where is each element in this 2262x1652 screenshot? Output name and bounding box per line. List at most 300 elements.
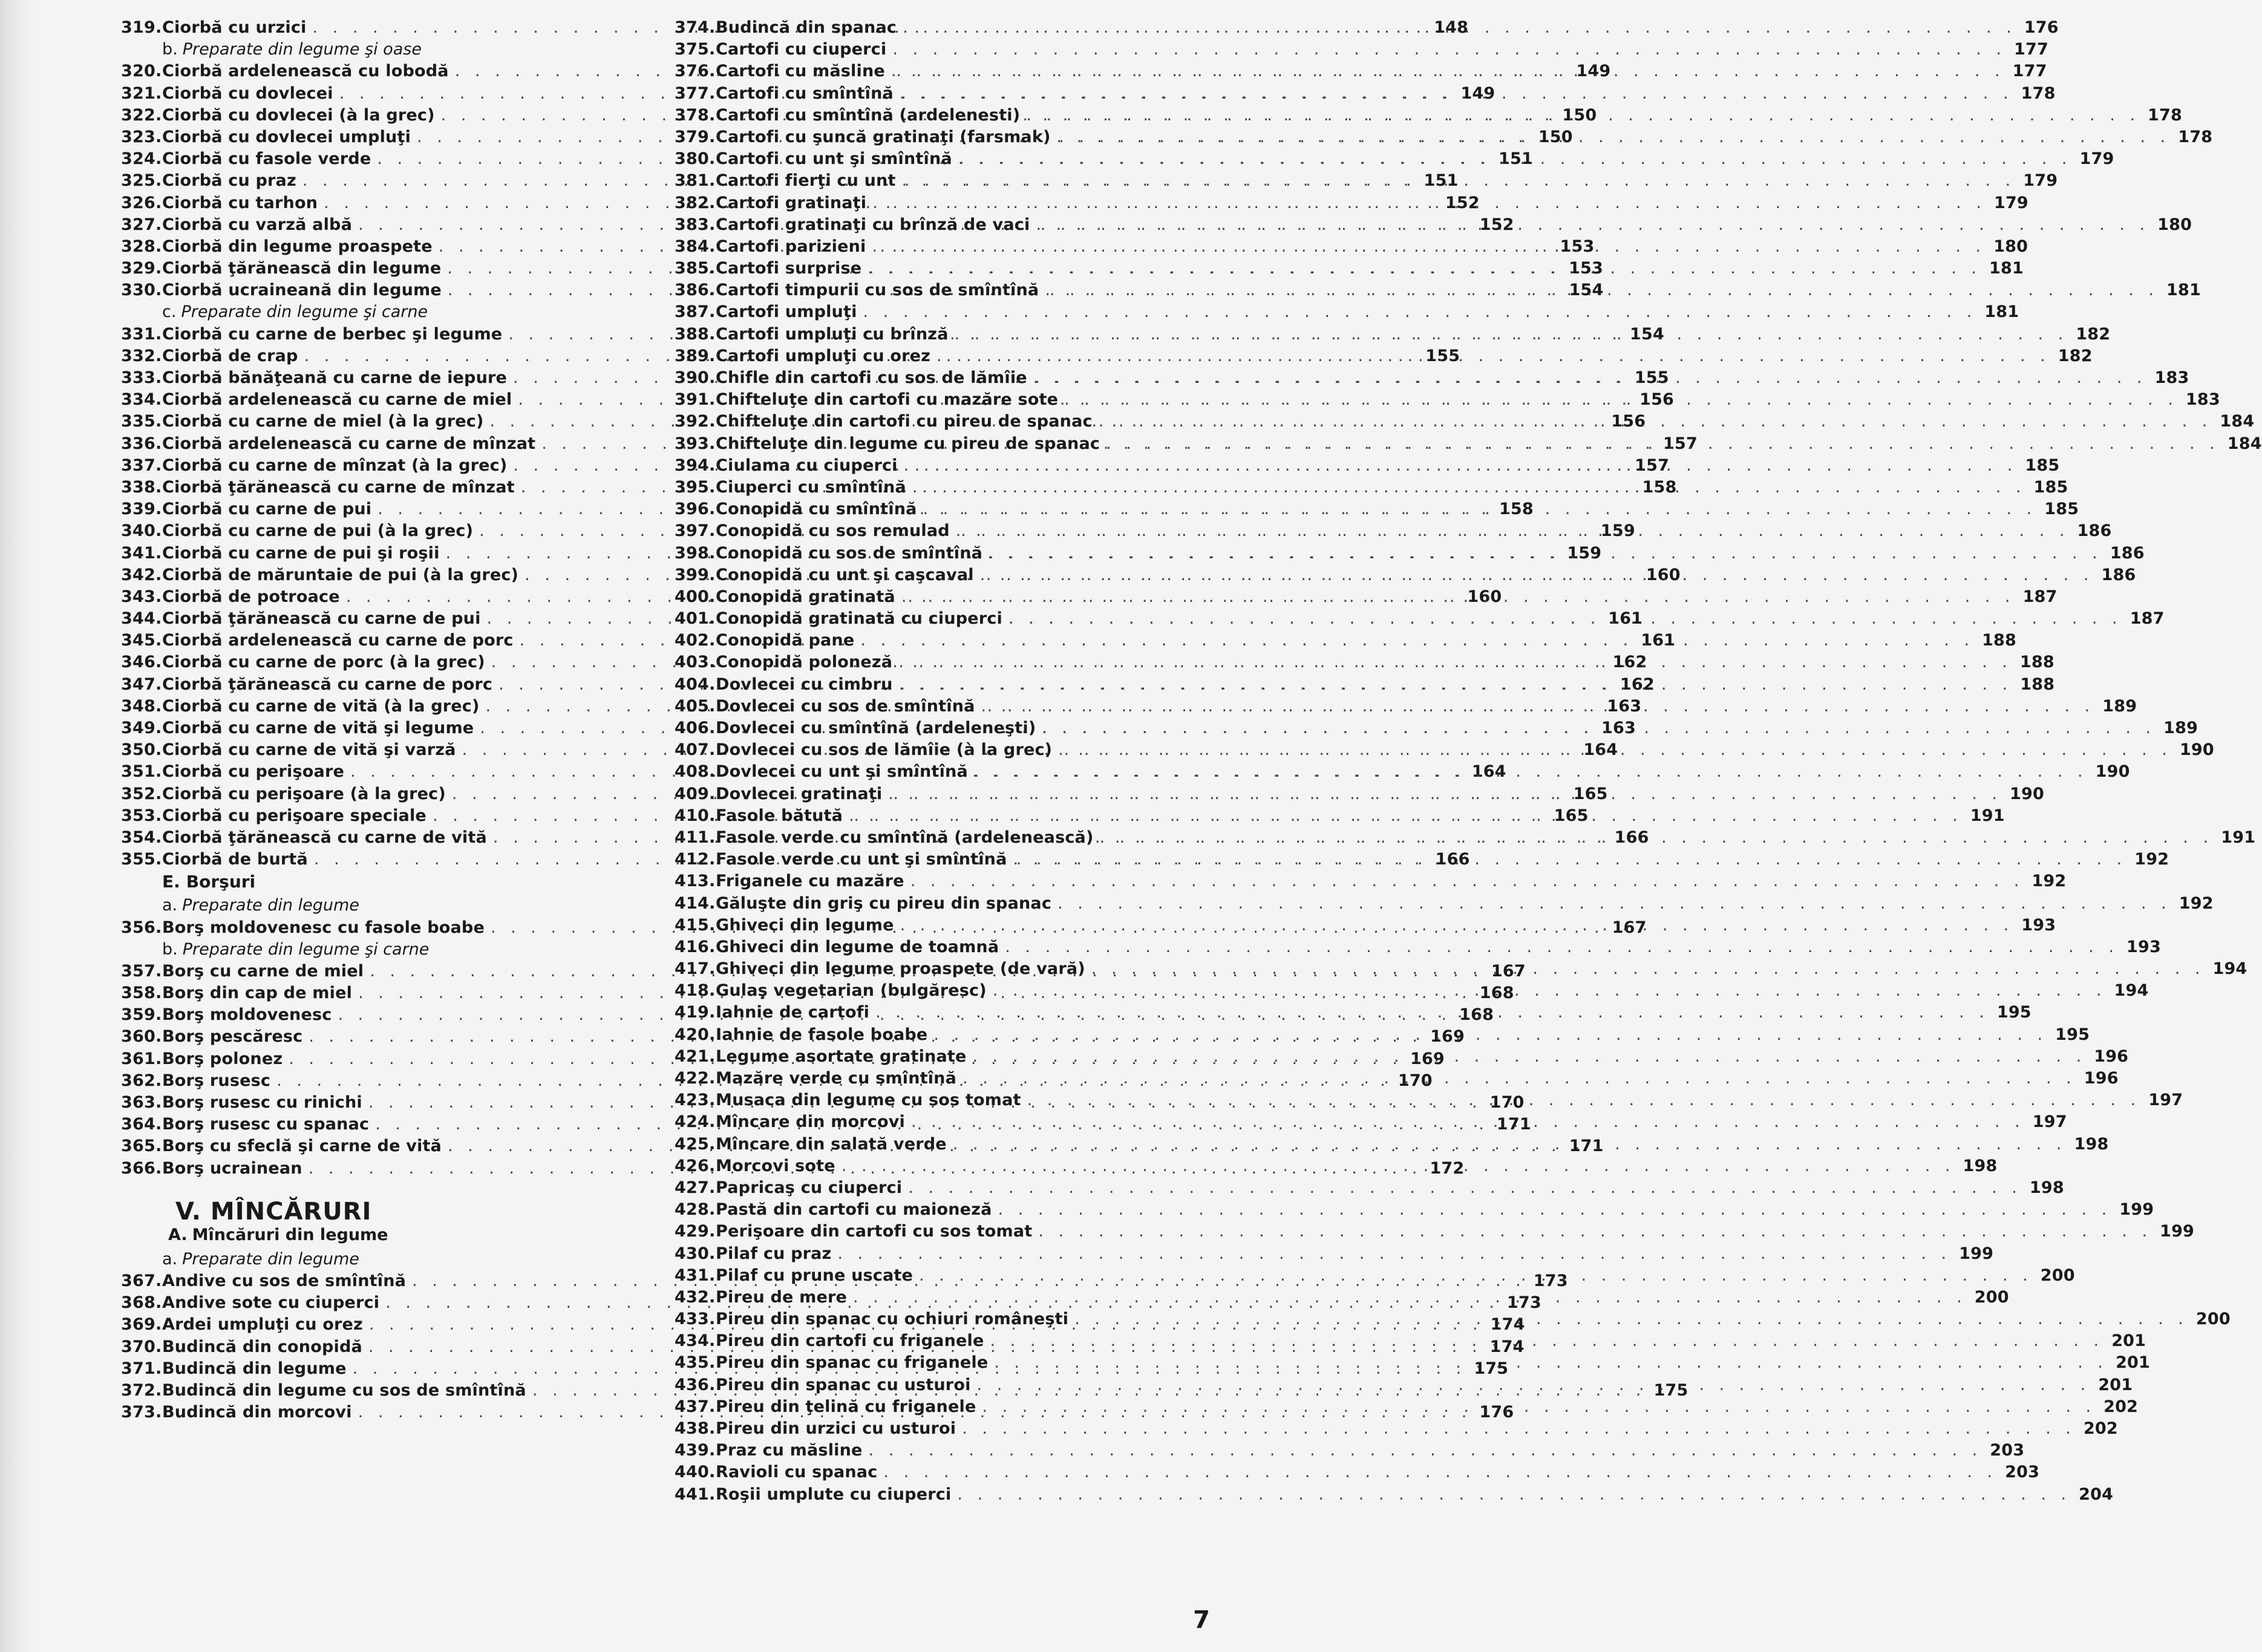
dot-leader (953, 1135, 2067, 1154)
entry-title: Mîncare din morcovi (716, 1112, 906, 1132)
entry-number: 362. (121, 1071, 162, 1090)
entry-number: 341. (121, 543, 162, 563)
entry-number: 328. (121, 237, 162, 256)
entry-number: 433. (675, 1310, 716, 1329)
page-number: 7 (1193, 1606, 1210, 1634)
entry-number: 333. (121, 368, 162, 387)
entry-page: 169 (1430, 1027, 1465, 1046)
entry-title: Ciorbă cu carne de vită şi varză (162, 740, 456, 760)
subsection-heading (121, 302, 629, 324)
entry-title: Cartofi cu unt şi smîntînă (716, 149, 952, 169)
entry-title: Ciorbă ardelenească cu carne de miel (162, 390, 512, 410)
entry-page: 178 (2148, 105, 2182, 125)
dot-leader (912, 478, 2026, 497)
entry-title: Mîncare din salată verde (716, 1134, 947, 1154)
entry-number: 331. (121, 324, 162, 344)
entry-page: 187 (2130, 609, 2165, 628)
entry-title: Cartofi parizieni (716, 237, 866, 256)
entry-number: 325. (121, 171, 162, 191)
page-binding-edge (0, 0, 36, 1652)
subsection-title: Preparate din legume şi oase (182, 40, 422, 59)
entry-title: Borş pescăresc (162, 1027, 303, 1046)
entry-page: 158 (1642, 477, 1677, 497)
entry-title: Cartofi gratinaţi cu brînză de vaci (716, 215, 1030, 234)
dot-leader (898, 653, 2012, 671)
entry-page: 203 (2005, 1463, 2040, 1482)
entry-page: 153 (1560, 237, 1595, 256)
entry-page: 203 (1990, 1441, 2025, 1460)
entry-number: 420. (675, 1025, 716, 1044)
entry-title: Fasole verde cu unt şi smîntînă (716, 850, 1007, 869)
entry-title: Borş din cap de miel (162, 984, 353, 1003)
entry-title: Ciorbă bănăţeană cu carne de iepure (162, 368, 508, 387)
entry-title: Conopidă cu unt şi caşcaval (716, 565, 974, 584)
entry-number: 402. (675, 631, 716, 650)
dot-leader (892, 40, 2006, 59)
dot-leader (1106, 434, 2220, 453)
subsection-letter: c. (162, 302, 177, 322)
entry-number: 327. (121, 215, 162, 234)
toc-entry (675, 1441, 2025, 1463)
entry-page: 190 (2095, 762, 2130, 782)
entry-page: 186 (2110, 543, 2145, 563)
entry-page: 198 (1963, 1156, 1998, 1175)
entry-number: 336. (121, 434, 162, 453)
entry-page: 152 (1445, 193, 1480, 212)
entry-number: 335. (121, 412, 162, 431)
entry-page: 158 (1499, 500, 1534, 519)
section-heading (121, 872, 629, 896)
entry-page: 154 (1630, 324, 1664, 344)
entry-number: 436. (675, 1375, 716, 1394)
dot-leader (888, 785, 2002, 803)
entry-title: Ciorbă ţărănească cu carne de pui (162, 609, 481, 628)
entry-title: Conopidă gratinată cu ciuperci (716, 609, 1002, 628)
entry-page: 150 (1562, 105, 1597, 125)
entry-page: 191 (2221, 828, 2256, 847)
entry-page: 170 (1397, 1071, 1433, 1090)
entry-title: Iahnie de fasole boabe (716, 1025, 928, 1044)
entry-number: 338. (121, 477, 162, 497)
entry-title: Pilaf cu praz (716, 1244, 832, 1263)
dot-leader (849, 806, 1963, 825)
entry-title: Dovlecei cu sos de smîntînă (716, 696, 975, 716)
entry-title: Pireu din ţelină cu friganele (716, 1397, 976, 1416)
entry-page: 162 (1612, 653, 1647, 672)
entry-title: Borş rusesc cu rinichi (162, 1093, 362, 1112)
entry-page: 192 (2134, 850, 2169, 869)
dot-leader (937, 347, 2050, 365)
entry-title: Perişoare din cartofi cu sos tomat (716, 1222, 1033, 1241)
entry-page: 182 (2058, 346, 2093, 365)
dot-leader (1036, 215, 2149, 234)
entry-number: 321. (121, 83, 162, 103)
entry-number: 371. (121, 1359, 162, 1378)
entry-title: Roşii umplute cu ciuperci (716, 1484, 952, 1504)
entry-number: 361. (121, 1049, 162, 1068)
entry-number: 388. (675, 324, 716, 344)
entry-page: 166 (1435, 850, 1470, 869)
dot-leader (989, 544, 2102, 563)
entry-title: Cartofi cu măsline (716, 62, 885, 81)
entry-page: 199 (2160, 1222, 2195, 1241)
entry-number: 440. (675, 1463, 716, 1482)
entry-number: 320. (121, 62, 162, 81)
entry-title: Ciorbă cu carne de vită (à la grec) (162, 696, 480, 716)
entry-title: Gulaş vegetarian (bulgăresc) (716, 981, 987, 1001)
entry-number: 418. (675, 981, 716, 1001)
entry-page: 193 (2021, 915, 2056, 935)
entry-number: 403. (675, 653, 716, 672)
entry-page: 149 (1460, 83, 1495, 103)
entry-page: 168 (1459, 1005, 1494, 1025)
entry-page: 167 (1612, 918, 1647, 937)
entry-title: Morcovi sote (716, 1156, 835, 1175)
dot-leader (903, 18, 2016, 37)
dot-leader (872, 237, 1986, 256)
dot-leader (1100, 828, 2214, 847)
entry-title: Andive sote cu ciuperci (162, 1293, 380, 1313)
entry-page: 198 (2029, 1178, 2064, 1197)
dot-leader (982, 1397, 2096, 1416)
entry-number: 355. (121, 850, 162, 869)
entry-page: 183 (2154, 368, 2189, 387)
entry-title: Dovlecei cu cimbru (716, 674, 893, 694)
dot-leader (1064, 390, 2178, 409)
entry-title: Conopidă cu sos remulad (716, 521, 950, 541)
entry-title: Chifteluţe din cartofi cu mazăre sote (716, 390, 1059, 410)
entry-number: 428. (675, 1200, 716, 1219)
subsection-title: Preparate din legume (182, 896, 359, 915)
dot-leader (875, 1003, 1989, 1025)
entry-title: Iahnie de cartofi (716, 1003, 870, 1022)
entry-number: 350. (121, 740, 162, 760)
entry-number: 384. (675, 237, 716, 256)
entry-page: 176 (1479, 1403, 1514, 1422)
entry-title: Dovlecei cu sos de lămîie (à la grec) (716, 740, 1053, 760)
entry-number: 406. (675, 719, 716, 737)
entry-title: Cartofi umpluţi cu orez (716, 346, 931, 365)
entry-title: Ciorbă ardelenească cu lobodă (162, 62, 449, 81)
entry-number: 390. (675, 368, 716, 387)
entry-title: Ciorbă cu praz (162, 171, 296, 191)
dot-leader (980, 566, 2094, 584)
entry-title: Pireu din cartofi cu friganele (716, 1331, 984, 1351)
entry-page: 188 (2020, 674, 2055, 694)
entry-page: 182 (2076, 324, 2111, 344)
entry-page: 164 (1583, 740, 1618, 760)
entry-title: Dovlecei cu smîntînă (ardeleneşti) (716, 719, 1036, 737)
entry-number: 434. (675, 1331, 716, 1351)
entry-number: 367. (121, 1271, 162, 1290)
entry-title: Ciorbă cu perişoare speciale (162, 806, 427, 825)
dot-leader (900, 84, 2013, 103)
entry-page: 202 (2083, 1419, 2118, 1438)
entry-title: Legume asortate gratinate (716, 1046, 967, 1066)
entry-number: 339. (121, 500, 162, 519)
entry-title: Budincă din spanac (716, 18, 897, 37)
dot-leader (1026, 106, 2140, 125)
entry-number: 381. (675, 171, 716, 191)
entry-title: Ciorbă cu urzici (162, 18, 307, 37)
dot-leader (860, 631, 1974, 650)
entry-title: Praz cu măsline (716, 1441, 863, 1460)
subsection-heading (121, 40, 629, 62)
entry-number: 437. (675, 1397, 716, 1416)
entry-page: 188 (1982, 631, 2017, 650)
entry-title: Andive cu sos de smîntînă (162, 1271, 407, 1290)
entry-title: Chifle din cartofi cu sos de lămîie (716, 368, 1027, 387)
entry-page: 150 (1538, 127, 1573, 146)
entry-title: Ciorbă cu carne de berbec şi legume (162, 324, 503, 344)
entry-number: 337. (121, 455, 162, 475)
entry-number: 353. (121, 806, 162, 825)
entry-title: Borş moldovenesc cu fasole boabe (162, 918, 485, 937)
dot-leader (993, 981, 2107, 1003)
entry-page: 168 (1479, 984, 1514, 1003)
entry-title: Ardei umpluţi cu orez (162, 1315, 363, 1334)
dot-leader (1099, 412, 2212, 431)
entry-page: 174 (1490, 1315, 1525, 1334)
entry-title: Musaca din legume cu sos tomat (716, 1091, 1021, 1110)
entry-title: Ciorbă ţărănească cu carne de mînzat (162, 477, 515, 497)
section-heading (121, 1226, 629, 1250)
entry-page: 196 (2084, 1069, 2119, 1088)
entry-title: Ghiveci din legume proaspete (de vară) (716, 959, 1085, 979)
entry-title: Găluşte din griş cu pireu din spanac (716, 893, 1052, 913)
entry-number: 411. (675, 828, 716, 847)
entry-number: 378. (675, 105, 716, 125)
entry-title: Ciorbă cu perişoare (à la grec) (162, 784, 446, 803)
entry-number: 387. (675, 302, 716, 322)
subsection-title: Preparate din legume şi carne (181, 302, 428, 322)
entry-number: 430. (675, 1244, 716, 1263)
entry-number: 401. (675, 609, 716, 628)
entry-title: Fasole verde cu smîntînă (ardelenească) (716, 828, 1094, 847)
entry-number: 405. (675, 696, 716, 716)
entry-title: Cartofi gratinaţi (716, 193, 867, 212)
entry-page: 195 (1996, 1003, 2032, 1022)
dot-leader (958, 149, 2072, 168)
entry-number: 415. (675, 915, 716, 935)
entry-page: 177 (2012, 62, 2047, 81)
section-title: Borşuri (186, 872, 256, 892)
entry-page: 187 (2022, 587, 2058, 606)
dot-leader (973, 1047, 2087, 1066)
entry-page: 184 (2227, 434, 2262, 453)
entry-number: 345. (121, 631, 162, 650)
entry-page: 194 (2114, 981, 2149, 1001)
entry-title: Ciorbă de crap (162, 346, 298, 365)
entry-title: Ghiveci din legume (716, 915, 894, 935)
entry-page: 200 (2040, 1265, 2075, 1285)
dot-leader (981, 697, 2095, 716)
entry-title: Ciulama cu ciuperci (716, 455, 898, 475)
toc-entry (675, 302, 2019, 324)
dot-leader (1074, 1310, 2188, 1328)
entry-title: Ciorbă de potroace (162, 587, 340, 606)
entry-title: Chifteluţe din cartofi cu pireu de spanac (716, 412, 1093, 431)
entry-page: 192 (2179, 893, 2214, 913)
entry-page: 173 (1533, 1271, 1568, 1290)
chapter-heading: V. MÎNCĂRURI (175, 1197, 372, 1226)
entry-page: 191 (1970, 806, 2005, 825)
entry-page: 149 (1576, 62, 1611, 81)
entry-page: 148 (1434, 18, 1469, 37)
entry-page: 186 (2101, 565, 2136, 584)
entry-page: 195 (2055, 1025, 2090, 1044)
dot-leader (1027, 1091, 2141, 1109)
entry-number: 344. (121, 609, 162, 628)
entry-number: 334. (121, 390, 162, 410)
entry-title: Pireu din spanac cu friganele (716, 1353, 989, 1373)
entry-number: 394. (675, 455, 716, 475)
toc-entry (675, 872, 2067, 893)
entry-title: Ciorbă cu tarhon (162, 193, 318, 212)
entry-title: Conopidă pane (716, 631, 855, 650)
entry-page: 179 (1993, 193, 2028, 212)
entry-page: 188 (2019, 653, 2054, 672)
entry-title: Ciorbă cu dovlecei (162, 83, 333, 103)
entry-page: 154 (1569, 281, 1604, 300)
entry-title: Chifteluţe din legume cu pireu de spanac (716, 434, 1100, 453)
entry-number: 438. (675, 1419, 716, 1438)
dot-leader (910, 872, 2024, 890)
entry-title: Pireu din spanac cu ochiuri româneşti (716, 1310, 1069, 1329)
entry-number: 375. (675, 40, 716, 59)
entry-number: 399. (675, 565, 716, 584)
entry-number: 407. (675, 740, 716, 760)
entry-number: 417. (675, 959, 716, 979)
entry-page: 200 (2195, 1310, 2231, 1329)
entry-page: 156 (1611, 412, 1646, 431)
dot-leader (872, 194, 1986, 212)
entry-page: 151 (1499, 149, 1533, 169)
entry-page: 189 (2102, 696, 2137, 716)
toc-entry (675, 1222, 2195, 1244)
entry-number: 369. (121, 1315, 162, 1334)
entry-title: Conopidă cu smîntînă (716, 500, 917, 519)
entry-number: 348. (121, 696, 162, 716)
entry-page: 171 (1496, 1115, 1531, 1134)
entry-page: 175 (1653, 1380, 1688, 1400)
entry-page: 156 (1639, 390, 1675, 410)
dot-leader (957, 1485, 2071, 1504)
section-title: Mîncăruri din legume (192, 1225, 388, 1244)
entry-page: 169 (1410, 1049, 1445, 1068)
subsection-heading (121, 1250, 629, 1272)
entry-page: 170 (1489, 1093, 1525, 1112)
entry-number: 372. (121, 1380, 162, 1400)
toc-entry (675, 1200, 2154, 1222)
entry-number: 429. (675, 1222, 716, 1241)
dot-leader (902, 171, 2016, 190)
entry-title: Ciorbă cu carne de mînzat (à la grec) (162, 455, 508, 475)
subsection-letter: a. (162, 1249, 178, 1268)
entry-title: Ciorbă de măruntaie de pui (à la grec) (162, 565, 519, 584)
entry-page: 179 (2023, 171, 2058, 191)
entry-title: Borş ucrainean (162, 1158, 302, 1178)
entry-page: 185 (2044, 500, 2079, 519)
entry-title: Ciorbă ţărănească cu carne de porc (162, 674, 493, 694)
entry-page: 201 (2116, 1353, 2151, 1373)
entry-page: 197 (2032, 1112, 2067, 1132)
entry-title: Ghiveci din legume de toamnă (716, 937, 999, 956)
entry-title: Ciorbă cu fasole verde (162, 149, 371, 169)
entry-title: Borş rusesc cu spanac (162, 1115, 370, 1134)
entry-title: Pireu de mere (716, 1287, 848, 1307)
entry-page: 157 (1635, 455, 1670, 475)
entry-page: 163 (1601, 719, 1636, 737)
entry-page: 183 (2185, 390, 2220, 410)
entry-title: Cartofi umpluţi cu brînză (716, 324, 949, 344)
entry-number: 397. (675, 521, 716, 541)
dot-leader (901, 587, 2015, 606)
entry-title: Pilaf cu prune uscate (716, 1265, 914, 1285)
entry-title: Ciorbă din legume proaspete (162, 237, 433, 256)
entry-title: Ciorbă ardelenească cu carne de porc (162, 631, 514, 650)
entry-page: 201 (2111, 1331, 2146, 1351)
dot-leader (1057, 128, 2171, 146)
entry-title: Ciorbă cu dovlecei (à la grec) (162, 105, 435, 125)
entry-number: 347. (121, 674, 162, 694)
entry-title: Borş cu carne de miel (162, 961, 364, 981)
entry-number: 431. (675, 1265, 716, 1285)
entry-page: 159 (1567, 543, 1602, 563)
entry-number: 383. (675, 215, 716, 234)
entry-title: Cartofi cu şuncă gratinaţi (farsmak) (716, 127, 1051, 146)
dot-leader (919, 1266, 2033, 1285)
entry-number: 332. (121, 346, 162, 365)
entry-title: Conopidă cu sos de smîntînă (716, 543, 983, 563)
dot-leader (962, 1419, 2076, 1438)
entry-number: 352. (121, 784, 162, 803)
entry-title: Budincă din conopidă (162, 1337, 362, 1356)
entry-page: 202 (2103, 1397, 2139, 1416)
entry-number: 374. (675, 18, 716, 37)
entry-number: 368. (121, 1293, 162, 1313)
entry-page: 194 (2212, 959, 2247, 979)
entry-number: 363. (121, 1093, 162, 1112)
dot-leader (883, 1463, 1997, 1481)
entry-number: 396. (675, 500, 716, 519)
entry-number: 376. (675, 62, 716, 81)
entry-page: 165 (1554, 806, 1589, 825)
entry-number: 421. (675, 1046, 716, 1066)
entry-number: 342. (121, 565, 162, 584)
entry-number: 380. (675, 149, 716, 169)
entry-number: 364. (121, 1115, 162, 1134)
entry-title: Ciorbă cu carne de pui (162, 500, 372, 519)
entry-number: 389. (675, 346, 716, 365)
entry-number: 358. (121, 984, 162, 1003)
dot-leader (1058, 740, 2172, 759)
entry-number: 349. (121, 719, 162, 737)
dot-leader (863, 302, 1977, 321)
entry-page: 199 (2119, 1200, 2154, 1219)
entry-page: 165 (1573, 784, 1608, 803)
toc-entry (675, 893, 2214, 916)
entry-number: 392. (675, 412, 716, 431)
entry-title: Ciorbă cu varză albă (162, 215, 352, 234)
section-letter: E. (162, 872, 180, 892)
entry-title: Budincă din morcovi (162, 1403, 352, 1422)
dot-leader (900, 916, 2014, 935)
entry-page: 190 (2010, 784, 2044, 803)
toc-entry (675, 937, 2161, 959)
entry-title: Borş polonez (162, 1049, 283, 1068)
entry-number: 409. (675, 784, 716, 803)
